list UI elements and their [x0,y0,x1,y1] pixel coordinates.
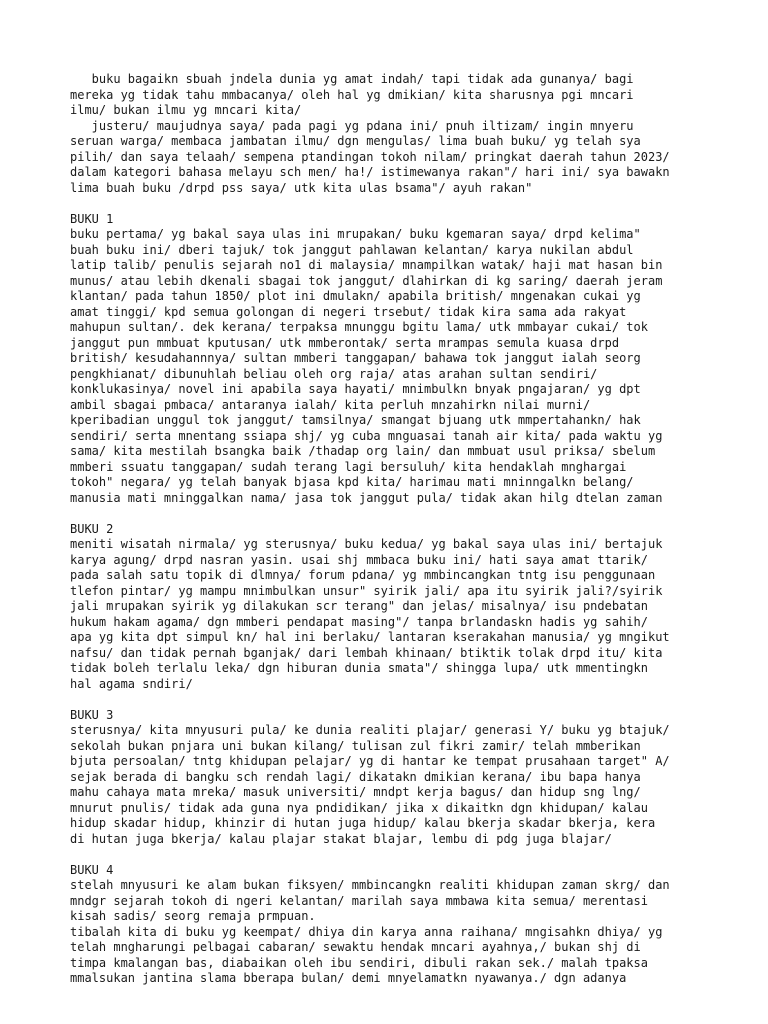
text-line: konklukasinya/ novel ini apabila saya hayati/ mnimbulkn bnyak pngajaran/ yg dpt [70,382,641,396]
text-line: tidak boleh terlalu leka/ dgn hiburan dunia smata"/ shingga lupa/ utk mmentingkn [70,661,648,675]
text-line: stelah mnyusuri ke alam bukan fiksyen/ mmbincangkn realiti khidupan zaman skrg/ dan [70,878,670,892]
text-line: latip talib/ penulis sejarah no1 di malaysia/ mnampilkan watak/ haji mat hasan bin [70,258,663,272]
intro-paragraph-1 [70,72,710,119]
text-line: hukum hakam agama/ dgn mmberi pendapat masing"/ tanpa brlandaskn hadis yg sahih/ [70,614,648,629]
text-line: mereka yg tidak tahu mmbacanya/ oleh hal yg dmikian/ kita sharusnya pgi mncari [70,87,634,102]
text-line: mnurut pnulis/ tidak ada guna nya pndidikan/ jika x dikaitkn dgn khidupan/ kalau [70,800,648,815]
text-line: seruan warga/ membaca jambatan ilmu/ dgn mengulas/ lima buah buku/ yg telah sya [70,134,641,148]
text-line: munus/ atau lebih dkenali sbagai tok janggut/ dlahirkan di kg saring/ daerah jeram [70,273,663,288]
text-line: apa yg kita dpt simpul kn/ hal ini berlaku/ lantaran kserakahan manusia/ yg mngikut [70,630,670,644]
text-line: bjuta persoalan/ tntg khidupan pelajar/ yg di hantar ke tempat prusahaan target" A/ [70,754,670,768]
text-line: sama/ kita mestilah bsangka baik /thadap org lain/ dan mmbuat usul priksa/ sbelum [70,444,656,458]
text-line: justeru/ maujudnya saya/ pada pagi yg pdana ini/ pnuh iltizam/ ingin mnyeru [70,118,634,133]
section-buku-3 [70,708,710,848]
text-line: mahupun sultan/. dek kerana/ terpaksa mnunggu bgitu lama/ utk mmbayar cukai/ tok [70,320,648,334]
section-heading: BUKU 4 [70,862,114,877]
section-heading: BUKU 2 [70,521,114,536]
text-line: pilih/ dan saya telaah/ sempena ptandingan tokoh nilam/ pringkat daerah tahun 2023/ [70,149,670,164]
text-line: mmberi ssuatu tanggapan/ sudah terang lagi bersuluh/ kita hendaklah mnghargai [70,459,627,474]
text-line: kisah sadis/ seorg remaja prmpuan. [70,909,316,923]
text-line: meniti wisatah nirmala/ yg sterusnya/ buku kedua/ yg bakal saya ulas ini/ bertajuk [70,537,663,551]
text-line: dalam kategori bahasa melayu sch men/ ha!/ istimewanya rakan"/ hari ini/ sya bawakn [70,165,670,179]
text-line: jali mrupakan syirik yg dilakukan scr terang" dan jelas/ misalnya/ isu pndebatan [70,599,648,613]
text-line: sendiri/ serta mnentang ssiapa shj/ yg cuba mnguasai tanah air kita/ pada waktu yg [70,428,663,443]
text-line: sejak berada di bangku sch rendah lagi/ dikatakn dmikian kerana/ ibu bapa hanya [70,769,641,784]
text-line: mahu cahaya mata mreka/ masuk universiti/ mndpt kerja bagus/ dan hidup sng lng/ [70,785,641,799]
text-line: tokoh" negara/ yg telah banyak bjasa kpd kita/ harimau mati mninngalkn belang/ [70,475,634,489]
text-line: pengkhianat/ dibunuhlah beliau oleh org raja/ atas arahan sultan sendiri/ [70,366,598,381]
text-line: lima buah buku /drpd pss saya/ utk kita ulas bsama"/ ayuh rakan" [70,180,533,195]
text-line: janggut pun mmbuat kputusan/ utk mmberontak/ serta mrampas semula kuasa drpd [70,335,620,350]
section-buku-4 [70,863,710,987]
text-line: mmalsukan jantina slama bberapa bulan/ demi mnyelamatkn nyawanya./ dgn adanya [70,971,627,985]
section-heading: BUKU 1 [70,211,114,226]
text-line: ambil sbagai pmbaca/ antaranya ialah/ kita perluh mnzahirkn nilai murni/ [70,397,591,412]
text-line: sterusnya/ kita mnyusuri pula/ ke dunia realiti plajar/ generasi Y/ buku yg btajuk/ [70,723,670,737]
text-line: pada salah satu topik di dlmnya/ forum pdana/ yg mmbincangkan tntg isu penggunaan [70,568,656,582]
text-line: buku pertama/ yg bakal saya ulas ini mrupakan/ buku kgemaran saya/ drpd kelima" [70,227,641,241]
intro-paragraph-2 [70,119,710,197]
text-line: buah buku ini/ dberi tajuk/ tok janggut pahlawan kelantan/ karya nukilan abdul [70,242,634,257]
text-line: klantan/ pada tahun 1850/ plot ini dmulakn/ apabila british/ mngenakan cukai yg [70,289,641,303]
section-heading: BUKU 3 [70,707,114,722]
text-line: kperibadian unggul tok janggut/ tamsilnya/ smangat bjuang utk mmpertahankn/ hak [70,413,641,427]
text-line: hidup skadar hidup, khinzir di hutan juga hidup/ kalau bkerja skadar bkerja, kera [70,816,656,830]
text-line: british/ kesudahannnya/ sultan mmberi tanggapan/ bahawa tok janggut ialah seorg [70,351,641,365]
document-page [70,72,710,987]
text-line: amat tinggi/ kpd semua golongan di negeri trsebut/ tidak kira sama ada rakyat [70,304,627,319]
text-line: timpa kmalangan bas, diabaikan oleh ibu sendiri, dibuli rakan sek./ malah tpaksa [70,955,648,970]
text-line: telah mngharungi pelbagai cabaran/ sewaktu hendak mncari ayahnya,/ bukan shj di [70,940,641,954]
text-line: nafsu/ dan tidak pernah bganjak/ dari lembah khinaan/ btiktik tolak drpd itu/ kita [70,645,663,660]
section-buku-2 [70,522,710,693]
text-line: mndgr sejarah tokoh di ngeri kelantan/ marilah saya mmbawa kita semua/ merentasi [70,893,648,908]
text-line: tlefon pintar/ yg mampu mnimbulkan unsur" syirik jali/ apa itu syirik jali?/syirik [70,583,663,598]
text-line: manusia mati mninggalkan nama/ jasa tok janggut pula/ tidak akan hilg dtelan zaman [70,490,663,505]
text-line: buku bagaikn sbuah jndela dunia yg amat indah/ tapi tidak ada gunanya/ bagi [70,72,634,86]
text-line: di hutan juga bkerja/ kalau plajar stakat blajar, lembu di pdg juga blajar/ [70,831,612,846]
text-line: hal agama sndiri/ [70,676,193,691]
text-line: karya agung/ drpd nasran yasin. usai shj mmbaca buku ini/ hati saya amat ttarik/ [70,552,648,567]
text-line: ilmu/ bukan ilmu yg mncari kita/ [70,103,302,117]
text-line: tibalah kita di buku yg keempat/ dhiya din karya anna raihana/ mngisahkn dhiya/ yg [70,924,663,939]
section-buku-1 [70,212,710,507]
text-line: sekolah bukan pnjara uni bukan kilang/ tulisan zul fikri zamir/ telah mmberikan [70,738,641,753]
